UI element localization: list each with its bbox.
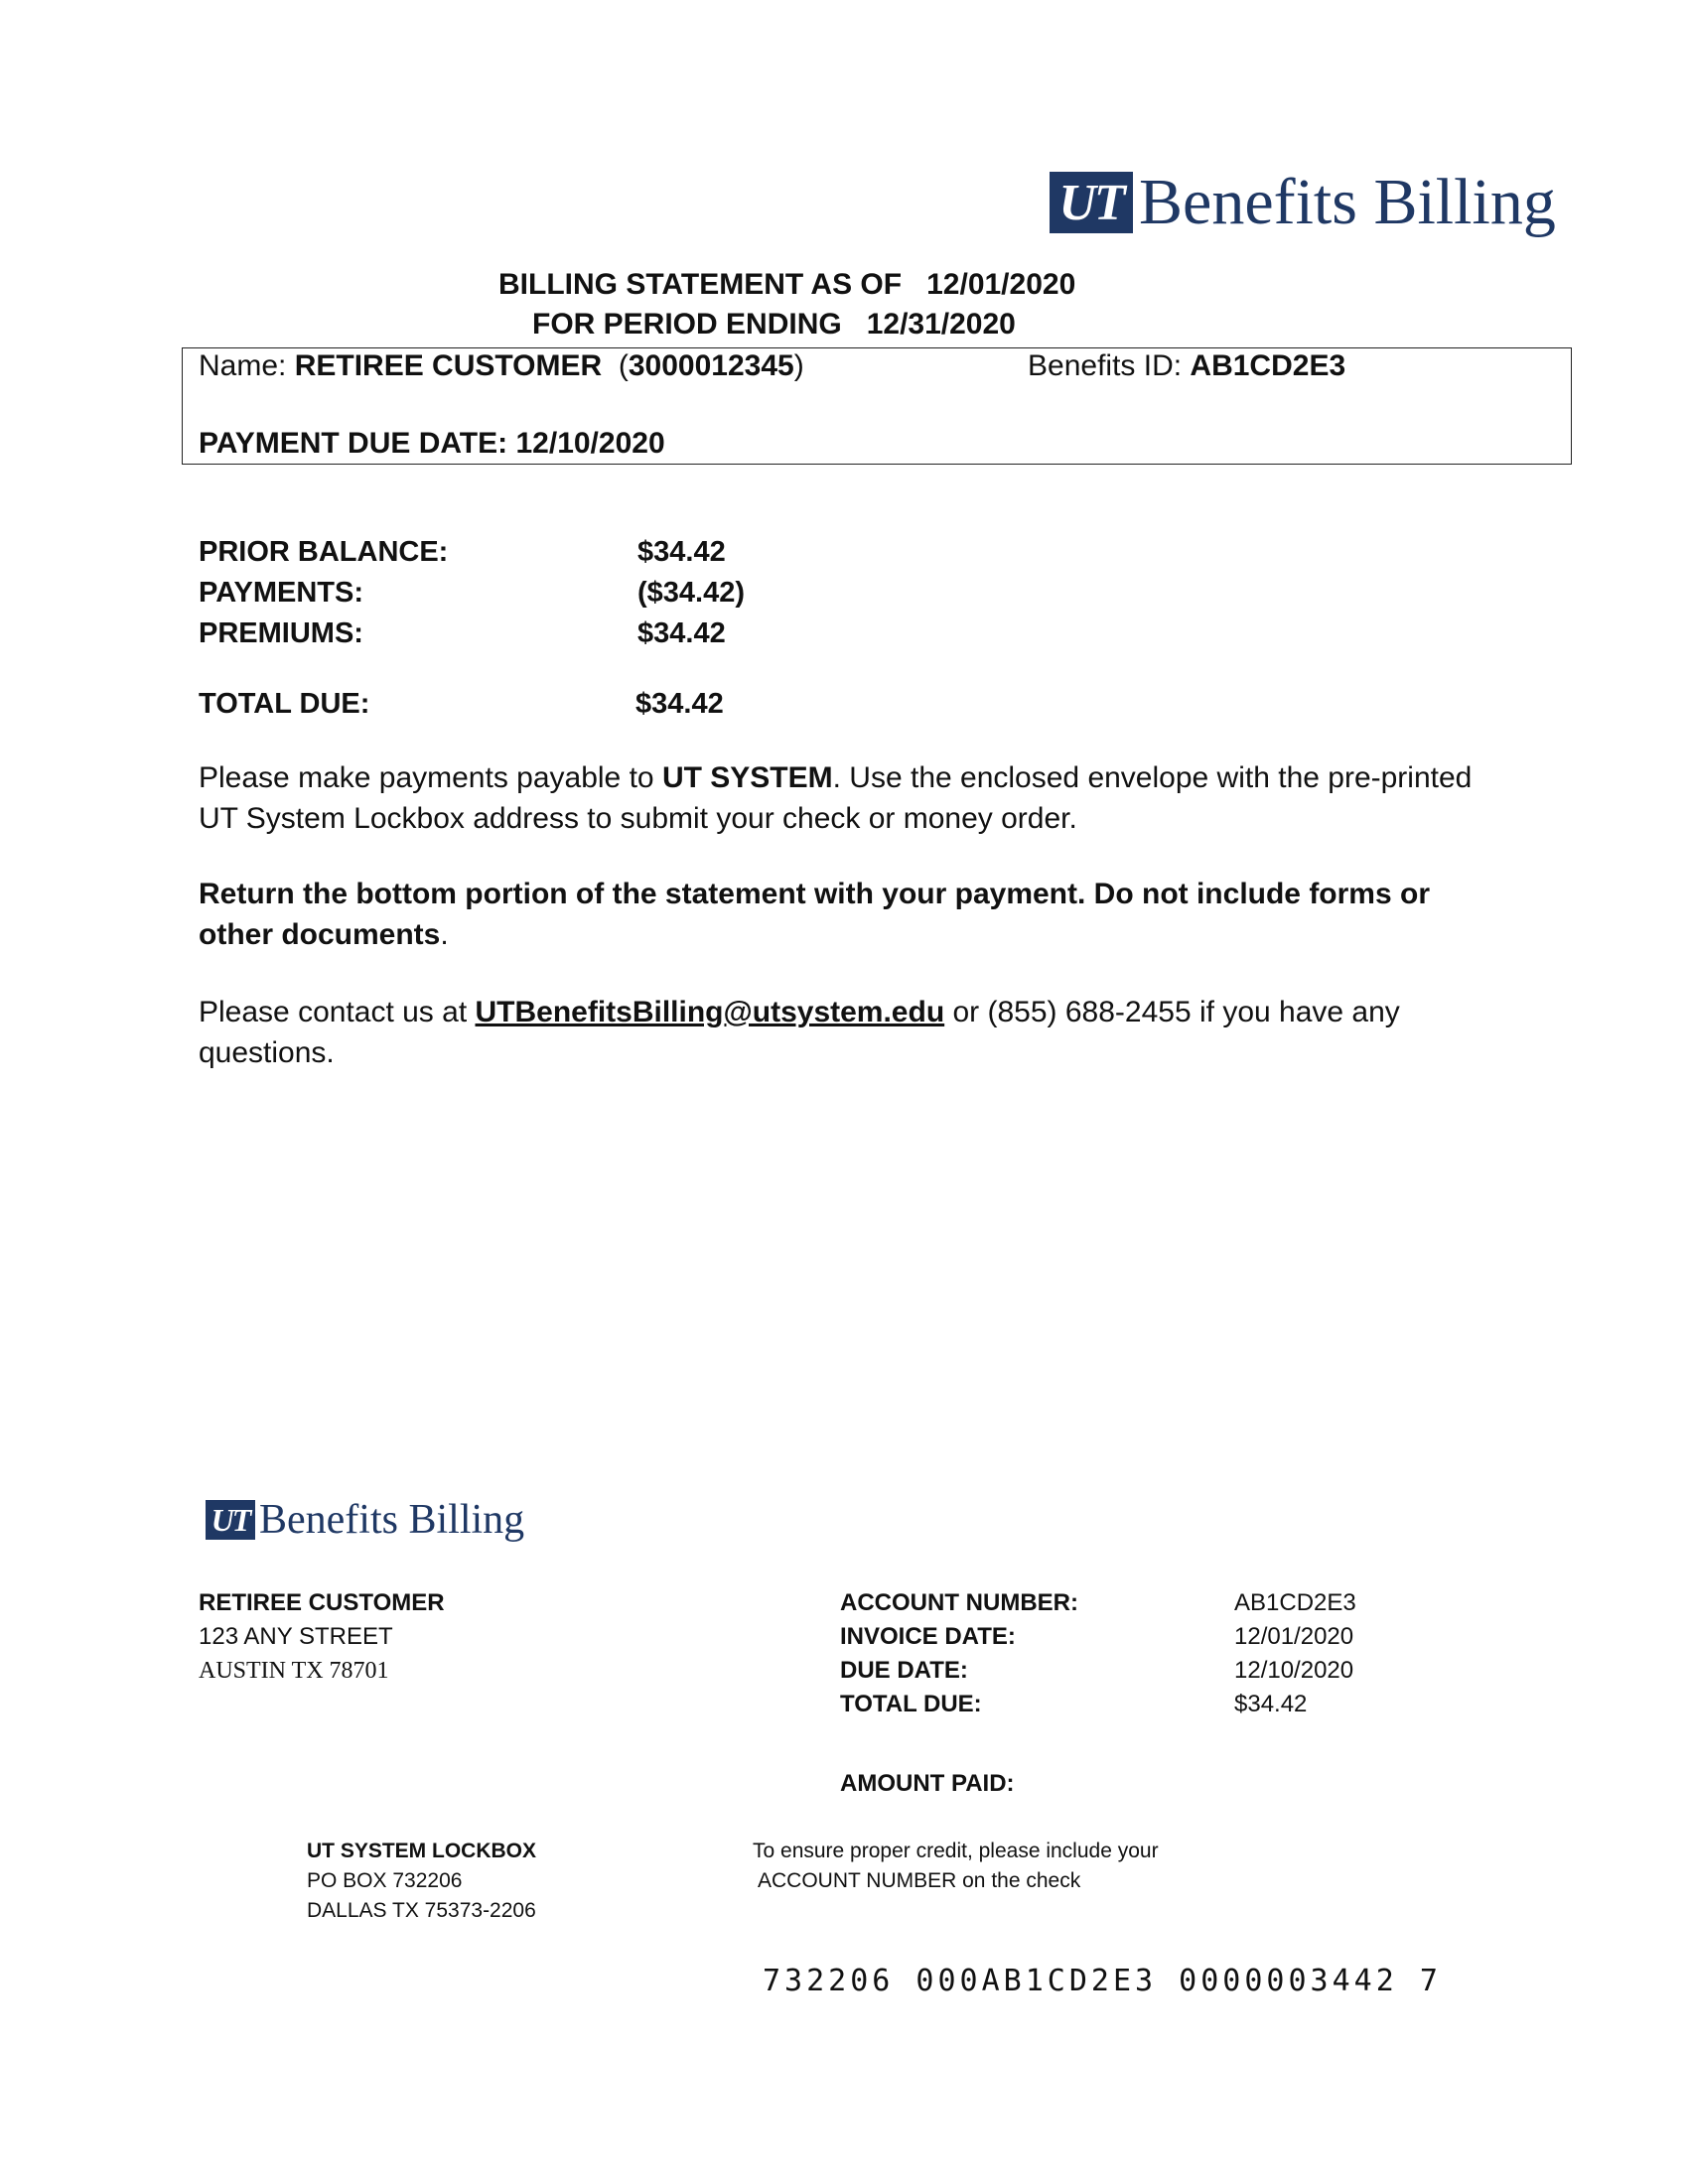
prior-balance-value: $34.42 — [637, 536, 726, 568]
due-date-label: DUE DATE: — [840, 1657, 968, 1684]
remit-field-labels — [840, 1586, 1078, 1721]
logo-bottom — [206, 1496, 524, 1544]
account-number-label: ACCOUNT NUMBER: — [840, 1589, 1078, 1616]
credit-note-line2: ACCOUNT NUMBER on the check — [758, 1869, 1081, 1892]
payee-name: UT SYSTEM — [661, 761, 833, 794]
name-label: Name: — [199, 349, 287, 382]
return-instructions — [199, 874, 1479, 955]
invoice-date-label: INVOICE DATE: — [840, 1623, 1016, 1650]
payments-value: ($34.42) — [637, 577, 746, 609]
ocr-scanline: 732206 000AB1CD2E3 0000003442 7 — [763, 1964, 1442, 1998]
return-instructions-period: . — [440, 918, 449, 951]
period-ending-line — [532, 308, 1016, 341]
remit-customer-name: RETIREE CUSTOMER — [199, 1589, 445, 1616]
benefits-id-label: Benefits ID: — [1028, 349, 1183, 382]
customer-name: RETIREE CUSTOMER — [294, 349, 603, 382]
benefits-id: AB1CD2E3 — [1190, 349, 1346, 382]
remit-customer-address — [199, 1586, 445, 1688]
account-number-value: AB1CD2E3 — [1234, 1589, 1356, 1616]
lockbox-name: UT SYSTEM LOCKBOX — [307, 1840, 537, 1862]
total-due-label: TOTAL DUE: — [199, 688, 370, 720]
payment-due-date: 12/10/2020 — [515, 427, 665, 460]
name-line: Name: RETIREE CUSTOMER (3000012345) — [199, 349, 804, 382]
customer-number: 3000012345 — [628, 349, 794, 382]
remit-address-line2: AUSTIN TX 78701 — [199, 1658, 389, 1684]
ut-logo-mark: UT — [1050, 172, 1133, 233]
ut-logo-mark-small: UT — [206, 1500, 255, 1540]
premiums-value: $34.42 — [637, 617, 726, 649]
due-date-value: 12/10/2020 — [1234, 1657, 1354, 1684]
statement-label: BILLING STATEMENT AS OF — [498, 268, 903, 301]
lockbox-address-line2: DALLAS TX 75373-2206 — [307, 1899, 536, 1922]
credit-note-line1: To ensure proper credit, please include your — [753, 1840, 1159, 1862]
payment-due-label: PAYMENT DUE DATE: — [199, 427, 508, 460]
prior-balance-label: PRIOR BALANCE: — [199, 536, 449, 568]
remit-total-due-value: $34.42 — [1234, 1691, 1308, 1717]
invoice-date-value: 12/01/2020 — [1234, 1623, 1354, 1650]
remit-field-values — [1234, 1586, 1356, 1721]
logo-top — [1050, 165, 1556, 240]
contact-email-link[interactable]: UTBenefitsBilling@utsystem.edu — [475, 996, 945, 1028]
payment-due-line — [199, 427, 665, 461]
statement-date-line — [498, 268, 1075, 302]
payment-instructions — [199, 757, 1519, 839]
period-date: 12/31/2020 — [866, 308, 1016, 341]
contact-info — [199, 992, 1440, 1073]
benefits-id-line — [1028, 349, 1345, 383]
contact-text: Please contact us at — [199, 996, 476, 1028]
return-instructions-bold: Return the bottom portion of the statement with your payment. Do not include forms or other documents — [199, 878, 1431, 951]
total-due-value: $34.42 — [635, 688, 724, 720]
contact-phone-text: or (855) 688-2455 if you have any questions. — [199, 996, 1400, 1069]
statement-date: 12/01/2020 — [926, 268, 1076, 301]
remit-address-line1: 123 ANY STREET — [199, 1623, 393, 1650]
credit-note — [753, 1837, 1159, 1896]
lockbox-address — [307, 1837, 536, 1926]
period-label: FOR PERIOD ENDING — [532, 308, 842, 341]
remit-total-due-label: TOTAL DUE: — [840, 1691, 982, 1717]
logo-brand-text: Benefits Billing — [1139, 166, 1556, 238]
logo-brand-text-small: Benefits Billing — [259, 1497, 525, 1543]
payments-label: PAYMENTS: — [199, 577, 363, 609]
lockbox-address-line1: PO BOX 732206 — [307, 1869, 463, 1892]
instructions-text-cont: . Use the enclosed envelope with the pre-printed UT System Lockbox address to submit your check or money order. — [199, 761, 1473, 835]
instructions-text: Please make payments payable to — [199, 761, 662, 794]
premiums-label: PREMIUMS: — [199, 617, 363, 649]
amount-paid-label: AMOUNT PAID: — [840, 1770, 1015, 1797]
